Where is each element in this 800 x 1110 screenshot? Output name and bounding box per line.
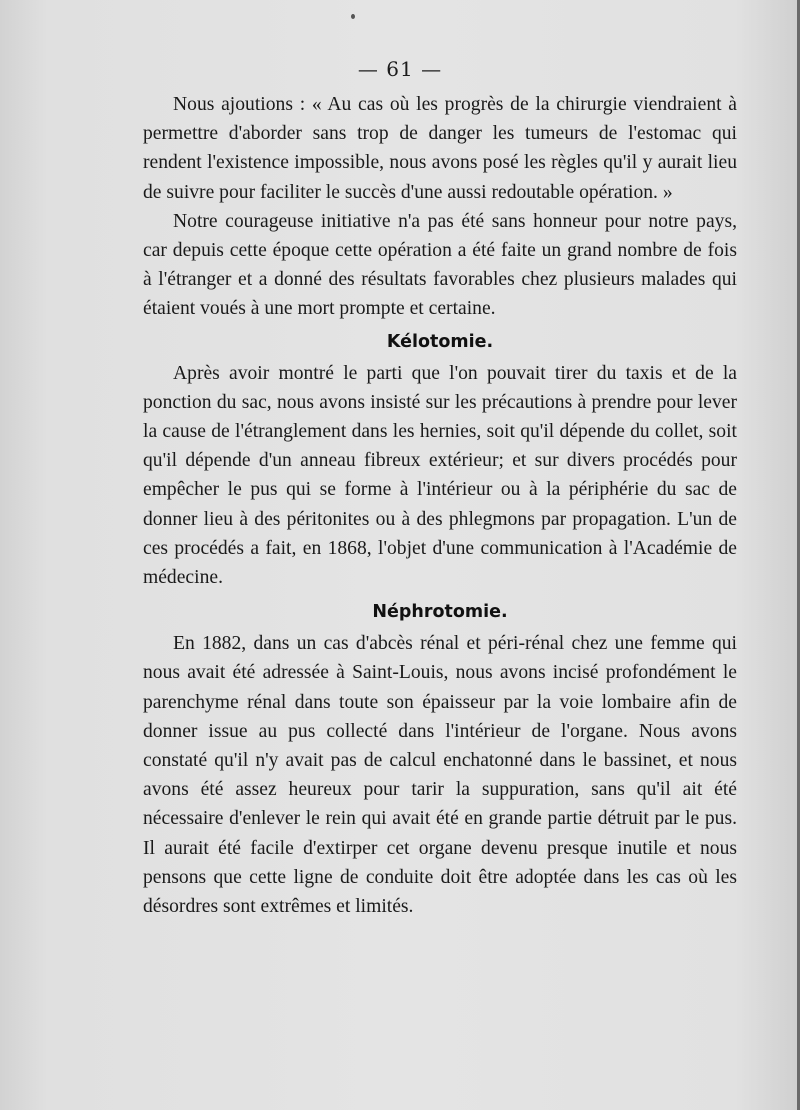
paragraph-nephrotomie: En 1882, dans un cas d'abcès rénal et péri-rénal chez une femme qui nous avait été adressée à Saint-Louis, nous avons incisé profondément le parenchyme rénal dans toute son épaisseur par la voie lombaire afin de donner issue au pus collecté dans l'intérieur de l'organe. Nous avons constaté qu'il n'y avait pas de calcul enchatonné dans le bassinet, et nous avons été assez heureux pour tarir la suppuration, sans qu'il ait été nécessaire d'enlever le rein qui avait été en grande partie détruit par le pus. Il aurait été facile d'extirper cet organe devenu presque inutile et nous pensons que cette ligne de conduite doit être adoptée dans les cas où les désordres sont extrêmes et limités. <box>143 633 737 918</box>
section-heading-kelotomie: Kélotomie. <box>386 331 494 352</box>
page-number: — 61 — <box>357 57 443 81</box>
print-speck <box>351 14 355 19</box>
paragraph-initiative-honour: Notre courageuse initiative n'a pas été sans honneur pour notre pays, car depuis cette époque cette opération a été faite un grand nombre de fois à l'étranger et a donné des résultats favorables chez plusieurs malades qui étaient voués à une mort prompte et certaine. <box>143 210 737 320</box>
paragraph-gastrectomy-rules: Nous ajoutions : « Au cas où les progrès de la chirurgie viendraient à permettre d'aborder sans trop de danger les tumeurs de l'estomac qui rendent l'existence impossible, nous avons posé les règles qu'il y aurait lieu de suivre pour faciliter le succès d'une aussi redoutable opération. » <box>143 94 737 203</box>
body-text <box>143 90 737 921</box>
section-heading-nephrotomie: Néphrotomie. <box>372 602 508 623</box>
paragraph-kelotomie: Après avoir montré le parti que l'on pouvait tirer du taxis et de la ponction du sac, nous avons insisté sur les précautions à prendre pour lever la cause de l'étranglement dans les hernies, soit qu'il dépende du collet, soit qu'il dépende d'un anneau fibreux extérieur; et sur divers procédés pour empêcher le pus qui se forme à l'intérieur ou à la périphérie du sac de donner lieu à des péritonites ou à des phlegmons par propagation. L'un de ces procédés a fait, en 1868, l'objet d'une communication à l'Académie de médecine. <box>143 362 737 589</box>
